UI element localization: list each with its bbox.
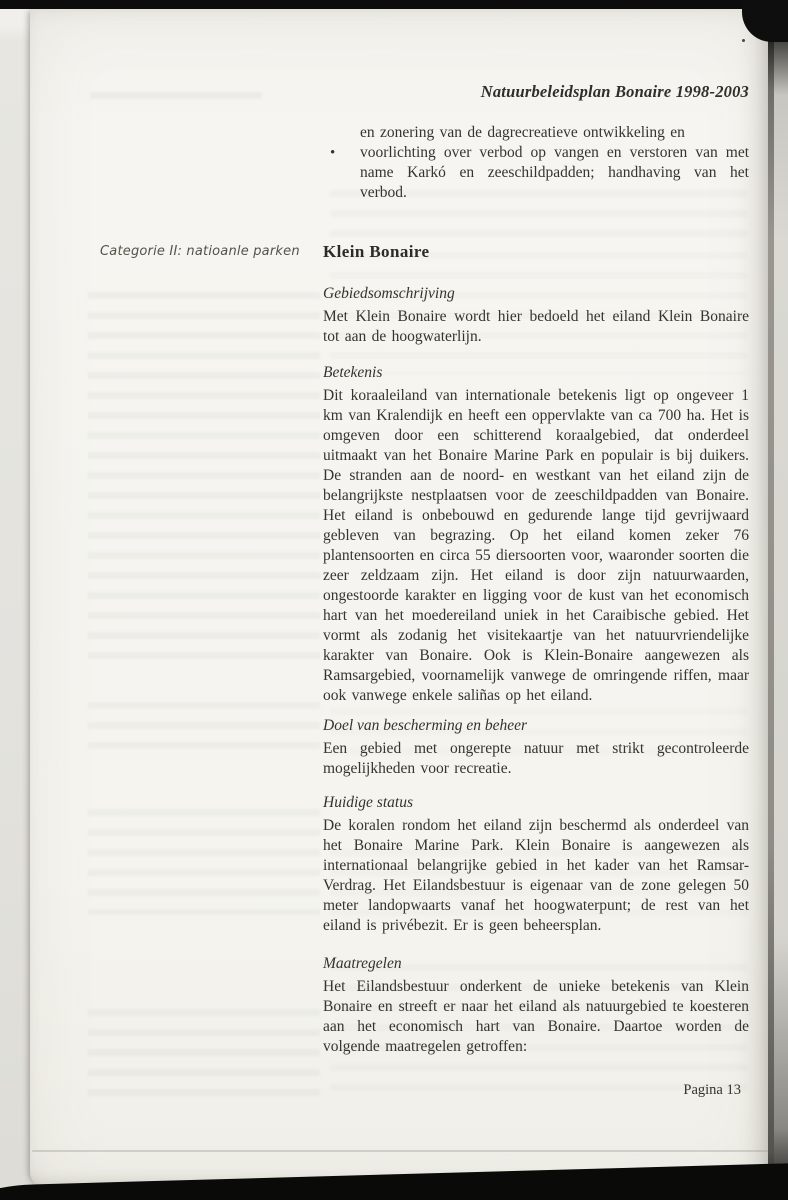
bleed-through-text [88, 1003, 320, 1099]
section-body: Met Klein Bonaire wordt hier bedoeld het eiland Klein Bonaire tot aan de hoogwaterlijn. [323, 308, 749, 345]
scanner-top-edge [0, 0, 788, 9]
page-title: Klein Bonaire [323, 242, 430, 261]
bleed-through-text [88, 286, 320, 672]
section-body: De koralen rondom het eiland zijn beschermd als onderdeel van het Bonaire Marine Park. Klein Bonaire is aangewezen als internationaal belangrijke gebied in het kader van het Ramsar-Verdrag. Het Eilandsbestuur is eigenaar van de zone gelegen 50 meter landopwaarts vanaf het hoogwaterpunt; de rest van het eiland is privébezit. Er is geen beheersplan. [323, 817, 749, 934]
section-body: Het Eilandsbestuur onderkent de unieke betekenis van Klein Bonaire en streeft er naar het eiland als natuurgebied te koesteren aan het economisch hart van Bonaire. Daartoe worden de volgende maatregelen getroffen: [323, 978, 749, 1055]
section-heading: Maatregelen [323, 955, 402, 972]
list-item-text: en zonering van de dagrecreatieve ontwikkeling en [360, 124, 685, 141]
list-item-text: voorlichting over verbod op vangen en verstoren van met name Karkó en zeeschildpadden; handhaving van het verbod. [360, 144, 749, 201]
intro-bullet-list [323, 123, 749, 203]
section-body: Een gebied met ongerepte natuur met strikt gecontroleerde mogelijkheden voor recreatie. [323, 740, 749, 777]
text-column [100, 82, 749, 1099]
section-heading: Huidige status [323, 794, 413, 811]
bullet-icon: • [330, 145, 336, 161]
section-heading: Doel van bescherming en beheer [323, 717, 528, 734]
section-heading: Gebiedsomschrijving [323, 285, 455, 302]
document-page [30, 8, 770, 1188]
title-row [100, 241, 749, 263]
section-heading: Betekenis [323, 364, 383, 381]
section-betekenis [323, 363, 749, 706]
next-page-edge [774, 0, 788, 1200]
underlying-page-bottom-edge [32, 1150, 768, 1152]
list-item [323, 143, 749, 203]
running-header: Natuurbeleidsplan Bonaire 1998-2003 [480, 82, 749, 101]
section-maatregelen [323, 954, 749, 1057]
section-huidige-status [323, 793, 749, 936]
section-doel-van-bescherming-en-beheer [323, 716, 749, 779]
bleed-through-text [88, 803, 320, 915]
bleed-through-text [88, 696, 320, 762]
margin-note: Categorie II: natioanle parken [100, 244, 300, 259]
section-gebiedsomschrijving [323, 284, 749, 347]
scan-speck [742, 39, 745, 42]
section-body: Dit koraaleiland van internationale betekenis ligt op ongeveer 1 km van Kralendijk en heeft een oppervlakte van ca 700 ha. Het is omgeven door een schitterend koraalgebied, dat onderdeel uitmaakt van het Bonaire Marine Park en populair is bij duikers. De stranden aan de noord- en westkant van het eiland zijn de belangrijkste nestplaatsen voor de zeeschildpadden van Bonaire. Het eiland is onbebouwd en gedurende lange tijd gevrijwaard gebleven van begrazing. Op het eiland komen zeker 76 plantensoorten en circa 55 diersoorten voor, waaronder soorten die zeer zeldzaam zijn. Het eiland is door zijn natuurwaarden, ongestoorde karakter en ligging voor de kust van het economisch hart van het moedereiland uniek in het Caraibische gebied. Het vormt als zodanig het visitekaartje van het natuurvriendelijke karakter van Bonaire. Ook is Klein-Bonaire aangewezen als Ramsargebied, voornamelijk vanwege de omringende riffen, maar ook vanwege enkele saliñas op het eiland. [323, 387, 749, 704]
bleed-through-text [90, 86, 262, 102]
list-item-continuation [323, 123, 749, 143]
page-number: Pagina 13 [683, 1082, 741, 1098]
